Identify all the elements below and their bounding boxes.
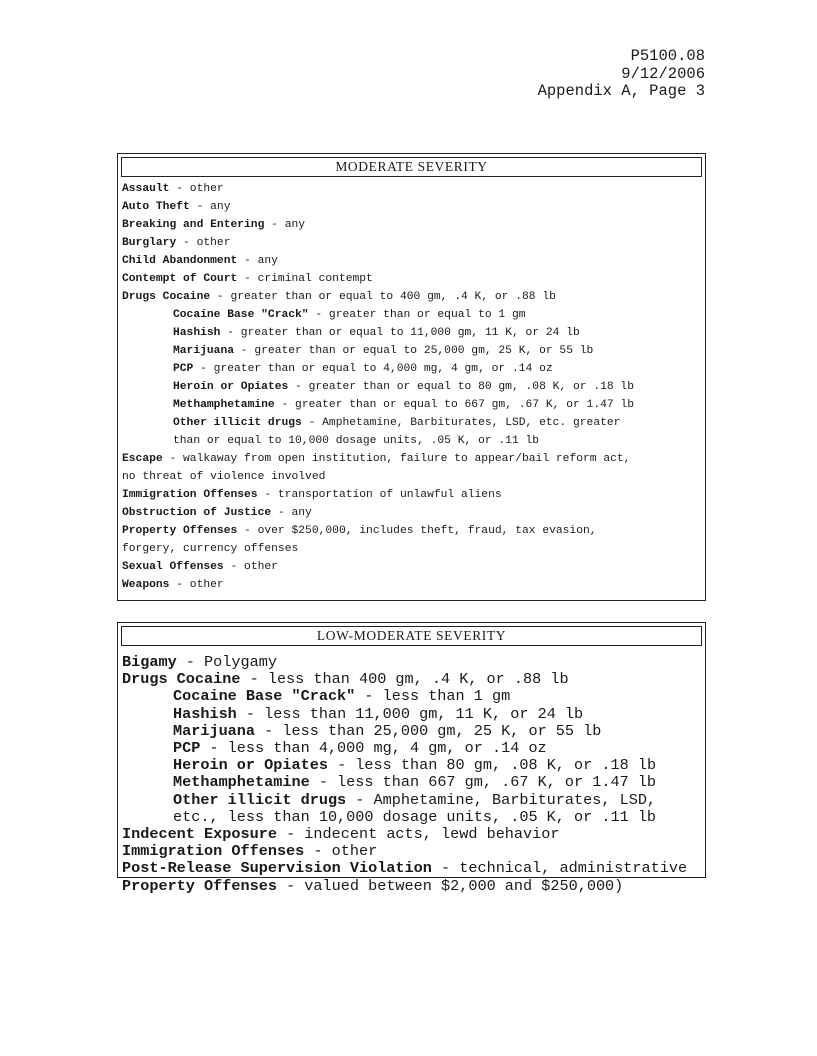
offense-detail: - any [189, 201, 231, 213]
offense-name: PCP [173, 739, 201, 758]
offense-line [122, 414, 701, 432]
offense-detail: forgery, currency offenses [122, 543, 299, 555]
offense-name: Hashish [173, 704, 237, 723]
offense-name: Property Offenses [122, 876, 277, 895]
offense-name: Sexual Offenses [122, 561, 224, 573]
offense-line [122, 450, 701, 468]
offense-detail: - other [304, 842, 378, 861]
offense-name: Hashish [173, 327, 221, 339]
offense-detail: - greater than or equal to 667 gm, .67 K, or 1.47 lb [274, 399, 635, 411]
offense-detail: - other [176, 237, 231, 249]
offense-line [122, 486, 701, 504]
offense-line [122, 342, 701, 360]
offense-line [122, 723, 701, 740]
offense-name: Drugs Cocaine [122, 670, 241, 689]
offense-name: Cocaine Base "Crack" [173, 309, 309, 321]
offense-line [122, 216, 701, 234]
offense-line [122, 809, 701, 826]
offense-line [122, 324, 701, 342]
offense-line [122, 234, 701, 252]
offense-name: Immigration Offenses [122, 842, 305, 861]
offense-detail: - less than 400 gm, .4 K, or .88 lb [240, 670, 569, 689]
offense-line [122, 378, 701, 396]
offense-line [122, 740, 701, 757]
offense-line [122, 288, 701, 306]
offense-detail: - Amphetamine, Barbiturates, LSD, etc. greater [301, 417, 621, 429]
offense-name: Methamphetamine [173, 773, 310, 792]
low-moderate-severity-table [117, 622, 706, 895]
offense-name: Marijuana [173, 345, 235, 357]
offense-name: Burglary [122, 237, 177, 249]
offense-detail: - less than 4,000 mg, 4 gm, or .14 oz [200, 739, 547, 758]
offense-detail: - greater than or equal to 4,000 mg, 4 gm, or .14 oz [193, 363, 553, 375]
offense-detail: than or equal to 10,000 dosage units, .05 K, or .11 lb [173, 435, 540, 447]
offense-name: Other illicit drugs [173, 790, 347, 809]
offense-line [122, 522, 701, 540]
offense-detail: - technical, administrative [431, 859, 688, 878]
offense-line [122, 826, 701, 843]
offense-detail: - greater than or equal to 25,000 gm, 25 K, or 55 lb [234, 345, 594, 357]
offense-name: Heroin or Opiates [173, 381, 289, 393]
offense-name: Methamphetamine [173, 399, 275, 411]
offense-detail: - transportation of unlawful aliens [257, 489, 502, 501]
offense-line [122, 774, 701, 791]
offense-line [122, 306, 701, 324]
low-moderate-severity-title: LOW-MODERATE SEVERITY [121, 626, 702, 646]
document-header [538, 48, 705, 101]
offense-name: Obstruction of Justice [122, 507, 272, 519]
offense-detail: - Amphetamine, Barbiturates, LSD, [346, 790, 657, 809]
offense-line [122, 504, 701, 522]
offense-name: Drugs Cocaine [122, 291, 211, 303]
offense-name: Weapons [122, 579, 170, 591]
offense-detail: - less than 667 gm, .67 K, or 1.47 lb [309, 773, 657, 792]
offense-detail: - greater than or equal to 11,000 gm, 11 K, or 24 lb [220, 327, 580, 339]
offense-line [122, 270, 701, 288]
offense-detail: - valued between $2,000 and $250,000) [276, 876, 624, 895]
offense-detail: - less than 11,000 gm, 11 K, or 24 lb [236, 704, 584, 723]
page-reference: Appendix A, Page 3 [537, 82, 705, 100]
offense-name: Breaking and Entering [122, 219, 265, 231]
offense-detail: - other [169, 579, 224, 591]
offense-line [122, 432, 701, 450]
low-moderate-severity-list [118, 646, 705, 899]
offense-line [122, 360, 701, 378]
offense-detail: - less than 80 gm, .08 K, or .18 lb [327, 756, 657, 775]
offense-detail: no threat of violence involved [122, 471, 326, 483]
offense-detail: - walkaway from open institution, failure to appear/bail reform act, [162, 453, 631, 465]
offense-line [122, 688, 701, 705]
offense-detail: - other [169, 183, 224, 195]
offense-name: Other illicit drugs [173, 417, 302, 429]
offense-name: Escape [122, 453, 163, 465]
offense-line [122, 671, 701, 688]
offense-name: Post-Release Supervision Violation [122, 859, 432, 878]
offense-line [122, 757, 701, 774]
offense-name: Property Offenses [122, 525, 238, 537]
offense-line [122, 878, 701, 895]
offense-name: Bigamy [122, 653, 177, 671]
moderate-severity-list [118, 177, 705, 598]
offense-line [122, 180, 701, 198]
offense-line [122, 576, 701, 594]
offense-name: Marijuana [173, 721, 256, 740]
offense-detail: - over $250,000, includes theft, fraud, tax evasion, [237, 525, 597, 537]
offense-detail: - any [264, 219, 306, 231]
offense-detail: - any [237, 255, 278, 267]
offense-detail: - indecent acts, lewd behavior [276, 825, 560, 844]
offense-detail: - greater than or equal to 400 gm, .4 K, or .88 lb [210, 291, 556, 303]
offense-detail: - greater than or equal to 1 gm [308, 309, 526, 321]
offense-line [122, 540, 701, 558]
offense-name: Auto Theft [122, 201, 190, 213]
offense-detail: - less than 1 gm [355, 687, 511, 706]
offense-line [122, 706, 701, 723]
offense-detail: - other [223, 561, 278, 573]
offense-line [122, 396, 701, 414]
offense-detail: - less than 25,000 gm, 25 K, or 55 lb [255, 721, 602, 740]
offense-name: PCP [173, 363, 194, 375]
offense-line [122, 252, 701, 270]
moderate-severity-table [117, 153, 706, 601]
offense-name: Indecent Exposure [122, 825, 277, 844]
offense-line [122, 654, 701, 671]
offense-name: Contempt of Court [122, 273, 238, 285]
offense-detail: - Polygamy [176, 653, 277, 671]
offense-name: Heroin or Opiates [173, 756, 328, 775]
document-date: 9/12/2006 [621, 64, 705, 83]
offense-line [122, 792, 701, 809]
document-code: P5100.08 [630, 47, 705, 65]
offense-detail: - greater than or equal to 80 gm, .08 K, or .18 lb [288, 381, 634, 393]
offense-line [122, 468, 701, 486]
offense-line [122, 198, 701, 216]
offense-name: Assault [122, 183, 170, 195]
offense-name: Cocaine Base "Crack" [173, 687, 356, 706]
offense-line [122, 860, 701, 877]
offense-name: Immigration Offenses [122, 489, 258, 501]
moderate-severity-title: MODERATE SEVERITY [121, 157, 702, 177]
offense-detail: - criminal contempt [237, 273, 373, 285]
offense-detail: etc., less than 10,000 dosage units, .05 K, or .11 lb [173, 807, 657, 826]
offense-detail: - any [271, 507, 312, 519]
offense-name: Child Abandonment [122, 255, 238, 267]
offense-line [122, 843, 701, 860]
offense-line [122, 558, 701, 576]
